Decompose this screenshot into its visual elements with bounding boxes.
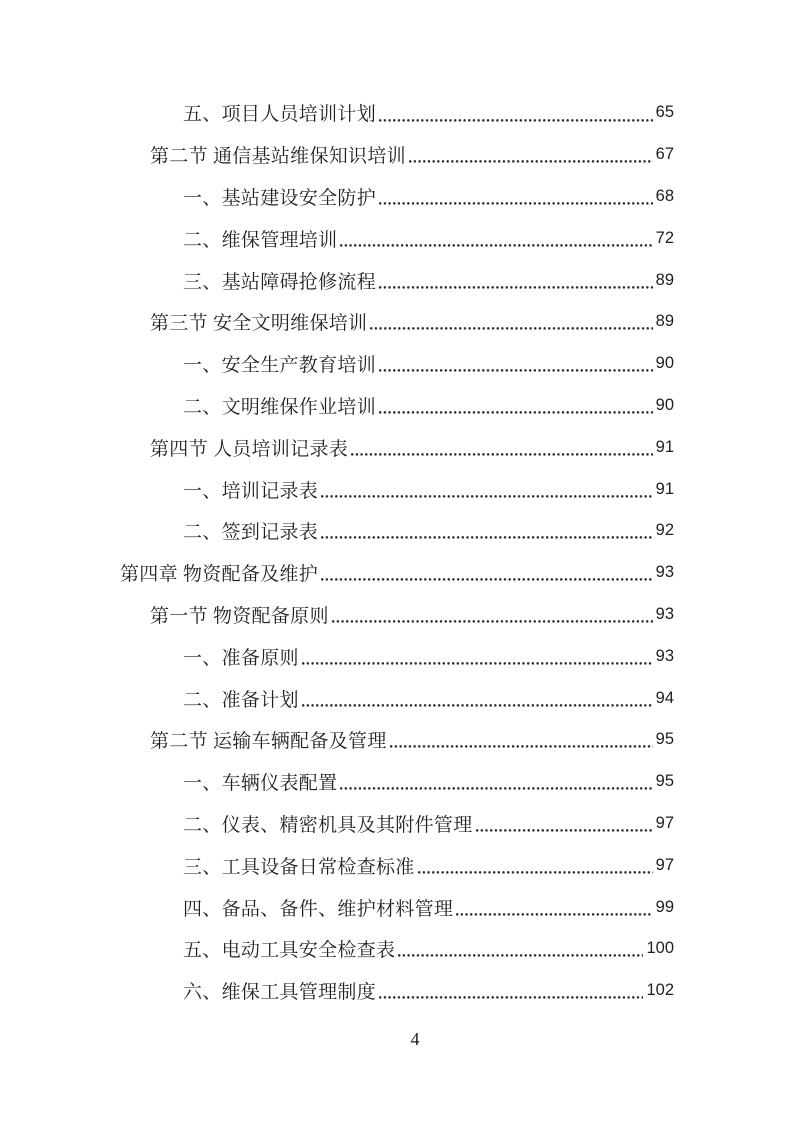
toc-entry-title: 六、维保工具管理制度 xyxy=(183,982,377,1004)
toc-dot-leader xyxy=(379,176,653,218)
toc-dot-leader xyxy=(321,510,653,552)
toc-entry-page-number: 100 xyxy=(646,939,674,958)
toc-entry[interactable] xyxy=(120,343,674,385)
toc-entry-page-number: 93 xyxy=(655,646,674,665)
toc-dot-leader xyxy=(370,301,652,343)
toc-entry[interactable] xyxy=(120,719,674,761)
toc-dot-leader xyxy=(340,761,652,803)
toc-entry-title: 三、工具设备日常检查标准 xyxy=(183,856,415,878)
page-number: 4 xyxy=(410,1029,420,1049)
toc-entry-page-number: 97 xyxy=(655,813,674,832)
toc-entry-title: 第二节 通信基站维保知识培训 xyxy=(150,146,406,168)
toc-entry-page-number: 92 xyxy=(655,521,674,540)
toc-entry[interactable] xyxy=(120,635,674,677)
toc-entry[interactable] xyxy=(120,134,674,176)
table-of-contents xyxy=(120,92,674,1012)
toc-entry-page-number: 68 xyxy=(655,186,674,205)
toc-entry-title: 二、准备计划 xyxy=(183,689,299,711)
toc-entry-title: 二、文明维保作业培训 xyxy=(183,396,377,418)
toc-dot-leader xyxy=(379,259,653,301)
toc-dot-leader xyxy=(476,803,653,845)
toc-dot-leader xyxy=(351,426,653,468)
toc-entry[interactable] xyxy=(120,677,674,719)
toc-entry-page-number: 102 xyxy=(646,981,674,1000)
toc-dot-leader xyxy=(379,970,643,1012)
toc-entry-title: 二、签到记录表 xyxy=(183,522,319,544)
toc-entry-page-number: 90 xyxy=(655,354,674,373)
toc-entry[interactable] xyxy=(120,552,674,594)
toc-entry-title: 二、维保管理培训 xyxy=(183,229,338,251)
toc-entry-page-number: 89 xyxy=(655,312,674,331)
toc-entry-page-number: 94 xyxy=(655,688,674,707)
toc-entry[interactable] xyxy=(120,844,674,886)
toc-dot-leader xyxy=(379,385,653,427)
toc-entry-page-number: 95 xyxy=(655,730,674,749)
toc-entry-title: 一、基站建设安全防护 xyxy=(183,187,377,209)
toc-entry[interactable] xyxy=(120,385,674,427)
toc-entry-title: 四、备品、备件、维护材料管理 xyxy=(183,898,454,920)
toc-entry-page-number: 93 xyxy=(655,604,674,623)
page-footer xyxy=(411,1029,420,1050)
toc-entry-title: 第二节 运输车辆配备及管理 xyxy=(150,731,387,753)
toc-entry-title: 第一节 物资配备原则 xyxy=(150,605,329,627)
toc-entry-page-number: 89 xyxy=(655,270,674,289)
toc-entry-title: 第三节 安全文明维保培训 xyxy=(150,313,368,335)
toc-entry[interactable] xyxy=(120,426,674,468)
toc-entry[interactable] xyxy=(120,928,674,970)
toc-entry[interactable] xyxy=(120,970,674,1012)
toc-entry-page-number: 90 xyxy=(655,395,674,414)
toc-entry-title: 二、仪表、精密机具及其附件管理 xyxy=(183,814,473,836)
toc-dot-leader xyxy=(302,677,653,719)
toc-entry-page-number: 91 xyxy=(655,479,674,498)
toc-entry[interactable] xyxy=(120,594,674,636)
toc-dot-leader xyxy=(379,92,653,134)
toc-entry-page-number: 65 xyxy=(655,103,674,122)
toc-dot-leader xyxy=(302,635,653,677)
toc-entry-title: 第四节 人员培训记录表 xyxy=(150,438,349,460)
toc-dot-leader xyxy=(398,928,643,970)
toc-dot-leader xyxy=(390,719,653,761)
toc-entry-title: 一、培训记录表 xyxy=(183,480,319,502)
toc-dot-leader xyxy=(340,217,652,259)
toc-entry-page-number: 99 xyxy=(655,897,674,916)
toc-entry-title: 一、安全生产教育培训 xyxy=(183,355,377,377)
toc-entry-title: 第四章 物资配备及维护 xyxy=(120,564,319,586)
toc-dot-leader xyxy=(418,844,653,886)
toc-dot-leader xyxy=(409,134,653,176)
toc-entry[interactable] xyxy=(120,259,674,301)
toc-entry-title: 三、基站障碍抢修流程 xyxy=(183,271,377,293)
toc-entry-page-number: 97 xyxy=(655,855,674,874)
toc-entry[interactable] xyxy=(120,803,674,845)
toc-entry[interactable] xyxy=(120,92,674,134)
toc-entry[interactable] xyxy=(120,176,674,218)
toc-entry[interactable] xyxy=(120,468,674,510)
toc-entry[interactable] xyxy=(120,761,674,803)
toc-entry-page-number: 95 xyxy=(655,772,674,791)
toc-entry[interactable] xyxy=(120,886,674,928)
toc-entry[interactable] xyxy=(120,301,674,343)
toc-entry[interactable] xyxy=(120,510,674,552)
toc-entry-page-number: 93 xyxy=(655,563,674,582)
toc-entry-page-number: 67 xyxy=(655,145,674,164)
toc-dot-leader xyxy=(321,552,653,594)
toc-entry-page-number: 91 xyxy=(655,437,674,456)
toc-entry-title: 一、准备原则 xyxy=(183,647,299,669)
toc-entry-title: 五、电动工具安全检查表 xyxy=(183,940,396,962)
toc-dot-leader xyxy=(379,343,653,385)
toc-entry-page-number: 72 xyxy=(655,228,674,247)
toc-dot-leader xyxy=(332,594,653,636)
toc-dot-leader xyxy=(321,468,653,510)
toc-entry-title: 五、项目人员培训计划 xyxy=(183,104,377,126)
toc-entry-title: 一、车辆仪表配置 xyxy=(183,773,338,795)
toc-dot-leader xyxy=(456,886,652,928)
toc-entry[interactable] xyxy=(120,217,674,259)
